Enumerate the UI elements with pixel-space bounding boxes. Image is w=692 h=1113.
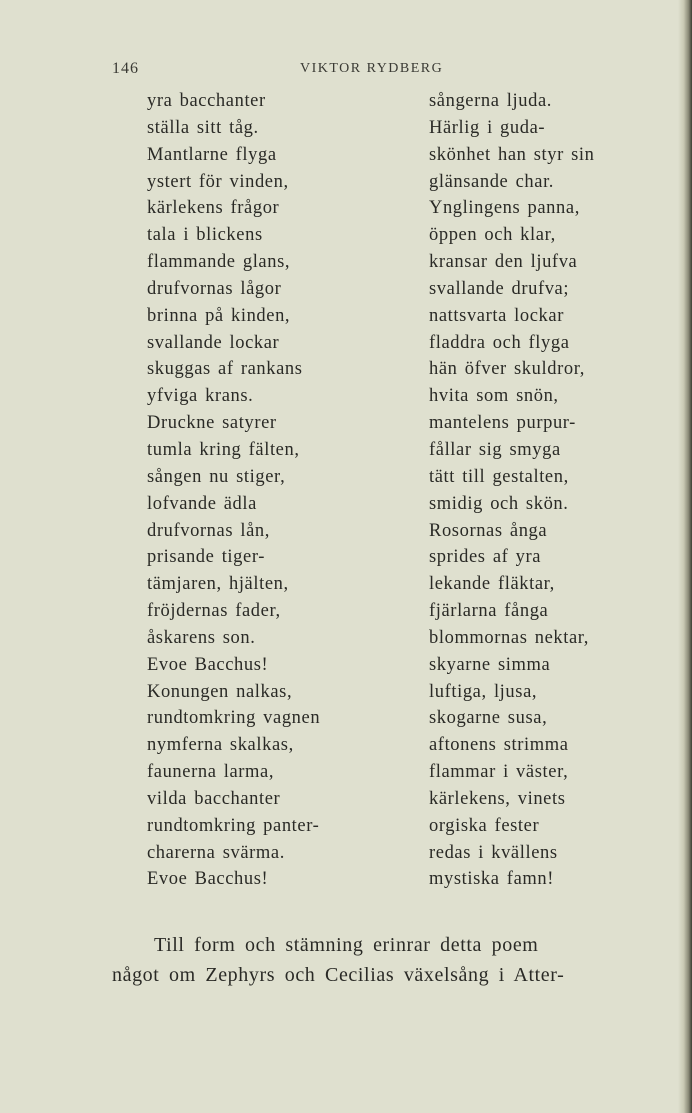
poem-line: svallande drufva; <box>429 278 570 299</box>
poem-line: fållar sig smyga <box>429 439 561 460</box>
poem-line: skönhet han styr sin <box>429 144 595 165</box>
poem-line: redas i kvällens <box>429 842 558 863</box>
running-title: VIKTOR RYDBERG <box>300 61 444 76</box>
poem-line: Evoe Bacchus! <box>147 654 269 675</box>
poem-line: tämjaren, hjälten, <box>147 574 289 595</box>
poem-line: smidig och skön. <box>429 493 569 514</box>
page-number: 146 <box>112 60 139 77</box>
poem-line: lofvande ädla <box>147 493 257 514</box>
poem-line: flammande glans, <box>147 252 291 273</box>
poem-line: aftonens strimma <box>429 735 569 756</box>
poem-line: skogarne susa, <box>429 708 548 729</box>
poem-line: Konungen nalkas, <box>147 681 293 702</box>
footer-paragraph <box>112 930 564 990</box>
poem-line: faunerna larma, <box>147 762 275 783</box>
poem-line: fladdra och flyga <box>429 332 570 353</box>
poem-line: skuggas af rankans <box>147 359 303 380</box>
poem-left-column <box>147 88 320 893</box>
poem-line: fröjdernas fader, <box>147 601 281 622</box>
poem-line: tätt till gestalten, <box>429 466 569 487</box>
poem-line: hän öfver skuldror, <box>429 359 585 380</box>
poem-line: vilda bacchanter <box>147 788 281 809</box>
poem-right-column <box>429 88 594 893</box>
poem-line: charerna svärma. <box>147 842 285 863</box>
poem-line: rundtomkring vagnen <box>147 708 321 729</box>
poem-line: Rosornas ånga <box>429 520 548 541</box>
poem-line: tala i blickens <box>147 225 263 246</box>
poem-line: nattsvarta lockar <box>429 305 564 326</box>
poem-line: blommornas nektar, <box>429 627 590 648</box>
poem-line: brinna på kinden, <box>147 305 291 326</box>
poem-line: skyarne simma <box>429 654 551 675</box>
poem-line: öppen och klar, <box>429 225 556 246</box>
poem-line: sprides af yra <box>429 547 542 568</box>
poem-line: kärlekens frågor <box>147 198 280 219</box>
poem-line: orgiska fester <box>429 815 540 836</box>
poem-line: prisande tiger- <box>147 547 265 568</box>
poem-line: Härlig i guda- <box>429 117 546 138</box>
poem-line: ystert för vinden, <box>147 171 289 192</box>
poem-line: mystiska famn! <box>429 869 554 890</box>
poem-line: rundtomkring panter- <box>147 815 320 836</box>
poem-line: tumla kring fälten, <box>147 439 300 460</box>
poem-line: Druckne satyrer <box>147 413 277 434</box>
book-gutter-edge <box>678 0 692 1113</box>
poem-line: lekande fläktar, <box>429 574 555 595</box>
poem-line: kärlekens, vinets <box>429 788 566 809</box>
poem-line: Evoe Bacchus! <box>147 869 269 890</box>
poem-line: Mantlarne flyga <box>147 144 277 165</box>
poem-line: mantelens purpur- <box>429 413 576 434</box>
poem-line: nymferna skalkas, <box>147 735 294 756</box>
poem-line: hvita som snön, <box>429 386 559 407</box>
poem-line: flammar i väster, <box>429 762 569 783</box>
poem-line: åskarens son. <box>147 627 256 648</box>
poem-line: sången nu stiger, <box>147 466 286 487</box>
poem-line: drufvornas lågor <box>147 278 282 299</box>
poem-line: fjärlarna fånga <box>429 601 549 622</box>
poem-line: sångerna ljuda. <box>429 91 552 111</box>
poem-line: luftiga, ljusa, <box>429 681 538 702</box>
poem-line: Ynglingens panna, <box>429 198 580 219</box>
poem-line: drufvornas lån, <box>147 520 270 541</box>
poem-line: yfviga krans. <box>147 386 254 407</box>
poem-line: kransar den ljufva <box>429 252 578 273</box>
paragraph-line: Till form och stämning erinrar detta poem <box>154 934 539 956</box>
poem-line: glänsande char. <box>429 171 555 192</box>
poem-line: ställa sitt tåg. <box>147 117 259 138</box>
paragraph-line: något om Zephyrs och Cecilias växelsång i Atter- <box>112 964 565 986</box>
poem-line: yra bacchanter <box>147 91 266 111</box>
poem-line: svallande lockar <box>147 332 280 353</box>
